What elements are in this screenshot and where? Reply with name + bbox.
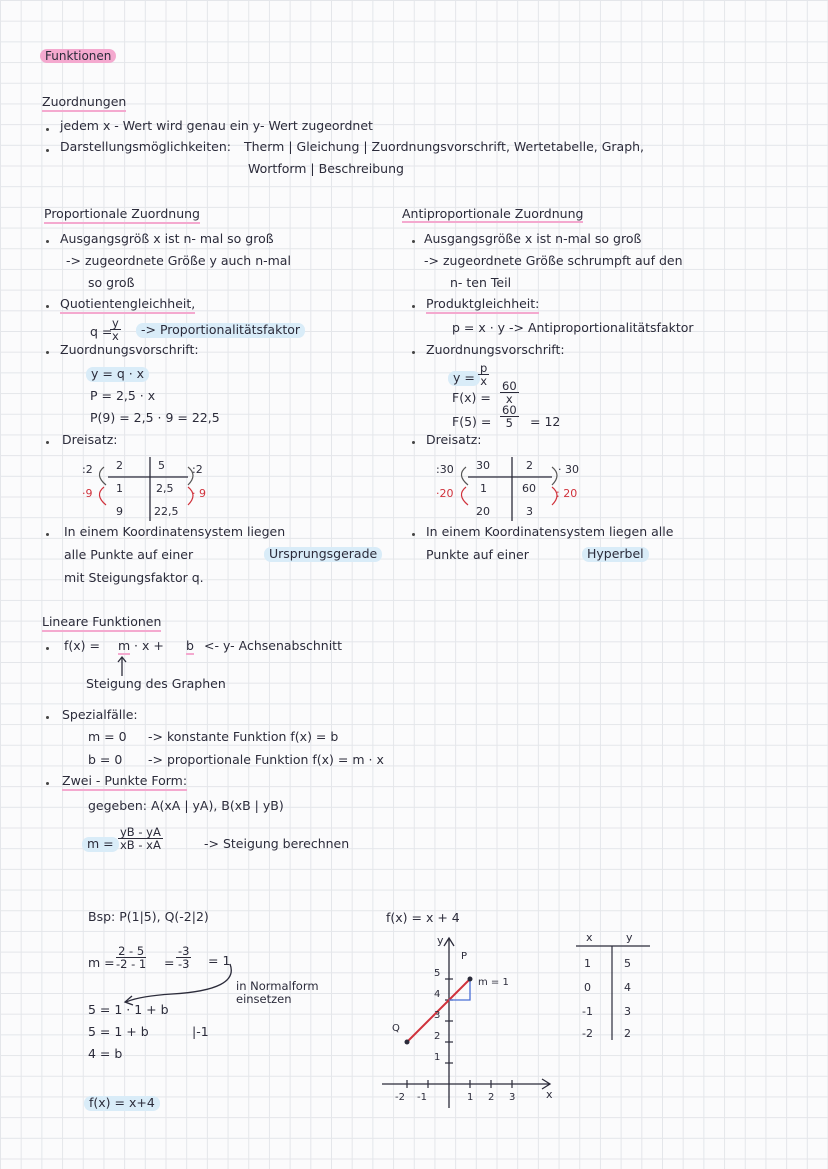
arrow-up-icon — [118, 656, 128, 678]
fraction-numerator: -3 — [178, 944, 190, 958]
fraction-numerator: 2 - 5 — [118, 944, 145, 958]
fraction-denominator: x — [505, 392, 513, 407]
bullet — [46, 533, 49, 536]
y-tick-label: 4 — [434, 989, 441, 1000]
prop-table-cell: 5 — [158, 459, 165, 472]
prop-bullet-1-line-2: -> zugeordnete Größe y auch n-mal — [66, 253, 291, 268]
fraction-denominator: -2 - 1 — [116, 957, 147, 972]
fraction-numerator: y — [112, 316, 119, 330]
value-table-cell: 0 — [584, 981, 591, 994]
value-table-cell: 4 — [624, 981, 631, 994]
graph-x-label: x — [546, 1088, 553, 1101]
linear-m-label: m = — [82, 837, 119, 852]
bullet — [412, 240, 415, 243]
prop-op-right-1: :2 — [192, 463, 203, 476]
prop-op-left-2: ·9 — [82, 487, 93, 500]
fraction-denominator: -3 — [178, 957, 190, 972]
page-title: Funktionen — [40, 49, 116, 63]
example-step-3: 4 = b — [88, 1046, 123, 1061]
bullet — [46, 240, 49, 243]
example-step-1: 5 = 1 · 1 + b — [88, 1002, 169, 1017]
y-tick-label: 3 — [434, 1010, 441, 1021]
value-table-cell: 2 — [624, 1027, 631, 1040]
value-table-cell: 5 — [624, 957, 631, 970]
zuordnungen-bullet-2-label: Darstellungsmöglichkeiten: — [60, 139, 231, 154]
anti-y-fraction — [478, 362, 489, 387]
linear-fx-b: b — [186, 638, 194, 653]
value-table-cell: 1 — [584, 957, 591, 970]
fraction-denominator: x — [480, 374, 488, 389]
anti-op-left-2: ·20 — [436, 487, 454, 500]
linear-given: gegeben: A(xA | yA), B(xB | yB) — [88, 798, 284, 813]
value-table-cell: -2 — [582, 1027, 593, 1040]
x-tick-label: -2 — [395, 1092, 405, 1103]
anti-table-cell: 3 — [526, 505, 533, 518]
example-step-2-op: |-1 — [192, 1024, 209, 1039]
prop-formula-3: P(9) = 2,5 · 9 = 22,5 — [90, 410, 220, 425]
example-m-result: = 1 — [208, 953, 231, 968]
anti-op-right-1: · 30 — [558, 463, 579, 476]
bullet — [412, 441, 415, 444]
prop-quotientengleichheit: Quotientengleichheit, — [60, 298, 195, 314]
example-m-label: m = — [88, 955, 115, 970]
x-tick-label: 1 — [467, 1092, 474, 1103]
anti-dreisatz: Dreisatz: — [426, 432, 482, 447]
bullet — [46, 128, 49, 131]
fraction-denominator: x — [112, 329, 119, 344]
prop-bullet-1-line-1: Ausgangsgröß x ist n- mal so groß — [60, 231, 274, 246]
prop-table-cell: 2,5 — [156, 482, 174, 495]
anti-bullet-5-line-1: In einem Koordinatensystem liegen alle — [426, 524, 674, 539]
anti-table-cell: 2 — [526, 459, 533, 472]
bullet — [46, 647, 49, 650]
fraction-numerator: 60 — [502, 379, 517, 393]
value-table-cell: -1 — [582, 1005, 593, 1018]
example-step-2: 5 = 1 + b — [88, 1024, 149, 1039]
prop-ursprungsgerade: Ursprungsgerade — [264, 547, 382, 562]
anti-bullet-1-line-3: n- ten Teil — [450, 275, 512, 290]
graph-y-label: y — [437, 934, 444, 947]
linear-sp1-text: -> konstante Funktion f(x) = b — [148, 729, 339, 744]
bullet — [46, 782, 49, 785]
linear-fx-m: m — [118, 638, 131, 653]
linear-spezialfaelle: Spezialfälle: — [62, 707, 138, 722]
y-tick-label: 1 — [434, 1052, 441, 1063]
example-points: Bsp: P(1|5), Q(-2|2) — [88, 909, 209, 924]
prop-bullet-5-line-3: mit Steigungsfaktor q. — [64, 570, 204, 585]
value-table-header-x: x — [586, 931, 593, 944]
equals: = — [164, 955, 175, 970]
prop-bullet-5-line-1: In einem Koordinatensystem liegen — [64, 524, 286, 539]
bullet — [46, 351, 49, 354]
linear-sp2-text: -> proportionale Funktion f(x) = m · x — [148, 752, 384, 767]
x-tick-label: 2 — [488, 1092, 495, 1103]
point-p — [468, 977, 473, 982]
linear-fx-rest: · x + — [134, 638, 164, 653]
linear-m-note: Steigung des Graphen — [86, 676, 226, 691]
anti-op-right-2: : 20 — [556, 487, 578, 500]
anti-op-left-1: :30 — [436, 463, 454, 476]
point-q — [405, 1040, 410, 1045]
prop-factor-label: -> Proportionalitätsfaktor — [136, 323, 305, 338]
bullet — [412, 305, 415, 308]
graph-title: f(x) = x + 4 — [386, 910, 460, 925]
anti-table-cell: 20 — [476, 505, 490, 518]
anti-table-cell: 30 — [476, 459, 490, 472]
anti-table-cell: 60 — [522, 482, 536, 495]
linear-sp2-condition: b = 0 — [88, 752, 123, 767]
y-tick-label: 5 — [434, 968, 441, 979]
anti-p-formula: p = x · y -> Antiproportionalitätsfaktor — [452, 320, 694, 335]
example-insert-note-2: einsetzen — [236, 992, 292, 1006]
bullet — [46, 305, 49, 308]
prop-table-cell: 1 — [116, 482, 123, 495]
linear-m-fraction — [118, 826, 163, 851]
zuordnungen-bullet-2-text2: Wortform | Beschreibung — [248, 161, 404, 176]
prop-op-left-1: :2 — [82, 463, 93, 476]
section-heading-linear: Lineare Funktionen — [42, 616, 161, 632]
linear-zwei-punkte-form: Zwei - Punkte Form: — [62, 775, 187, 791]
prop-table-cell: 9 — [116, 505, 123, 518]
graph-slope-label: m = 1 — [478, 977, 509, 988]
anti-f5-result: = 12 — [530, 414, 561, 429]
anti-bullet-1-line-1: Ausgangsgröße x ist n-mal so groß — [424, 231, 642, 246]
x-tick-label: 3 — [509, 1092, 516, 1103]
value-table-cell: 3 — [624, 1005, 631, 1018]
value-table-header-y: y — [626, 931, 633, 944]
section-heading-antiproportional: Antiproportionale Zuordnung — [402, 206, 584, 221]
coordinate-graph — [378, 930, 558, 1110]
example-result: f(x) = x+4 — [84, 1096, 160, 1111]
bullet — [412, 351, 415, 354]
anti-zuordnungsvorschrift: Zuordnungsvorschrift: — [426, 342, 565, 357]
anti-bullet-5-line-2: Punkte auf einer — [426, 547, 529, 562]
graph-point-p-label: P — [461, 951, 468, 962]
linear-m-note: -> Steigung berechnen — [204, 836, 350, 851]
anti-hyperbel: Hyperbel — [582, 547, 649, 562]
prop-dreisatz: Dreisatz: — [62, 432, 118, 447]
graph-point-q-label: Q — [392, 1023, 400, 1034]
anti-fx-fraction — [500, 380, 519, 405]
prop-formula-2: P = 2,5 · x — [90, 388, 156, 403]
bullet — [46, 716, 49, 719]
prop-table-cell: 2 — [116, 459, 123, 472]
fraction-numerator: 60 — [502, 403, 517, 417]
linear-sp1-condition: m = 0 — [88, 729, 127, 744]
section-heading-zuordnungen: Zuordnungen — [42, 96, 126, 112]
linear-fx-prefix: f(x) = — [64, 638, 100, 653]
y-tick-label: 2 — [434, 1031, 441, 1042]
fraction-denominator: xB - xA — [120, 838, 161, 853]
linear-b-note: <- y- Achsenabschnitt — [204, 638, 342, 653]
prop-bullet-5-line-2: alle Punkte auf einer — [64, 547, 194, 562]
zuordnungen-bullet-1: jedem x - Wert wird genau ein y- Wert zugeordnet — [60, 118, 373, 133]
zuordnungen-bullet-2-text: Therm | Gleichung | Zuordnungsvorschrift, Wertetabelle, Graph, — [244, 139, 645, 154]
anti-table-cell: 1 — [480, 482, 487, 495]
anti-f5-fraction — [500, 404, 519, 429]
anti-fx-label: F(x) = — [452, 390, 491, 405]
fraction-numerator: p — [480, 361, 488, 375]
prop-q-equals: q = — [90, 324, 113, 339]
bullet — [412, 533, 415, 536]
x-tick-label: -1 — [417, 1092, 427, 1103]
prop-formula-1: y = q · x — [86, 367, 149, 382]
bullet — [46, 441, 49, 444]
prop-bullet-1-line-3: so groß — [88, 275, 135, 290]
prop-op-right-2: · 9 — [192, 487, 206, 500]
prop-table-cell: 22,5 — [154, 505, 179, 518]
anti-f5-label: F(5) = — [452, 414, 492, 429]
prop-zuordnungsvorschrift: Zuordnungsvorschrift: — [60, 342, 199, 357]
example-insert-note-1: in Normalform — [236, 979, 319, 993]
anti-bullet-1-line-2: -> zugeordnete Größe schrumpft auf den — [424, 253, 683, 268]
fraction-denominator: 5 — [505, 416, 513, 431]
bullet — [46, 149, 49, 152]
prop-q-fraction — [110, 317, 121, 342]
anti-produktgleichheit: Produktgleichheit: — [426, 298, 539, 314]
anti-y-equals: y = — [448, 371, 480, 386]
fraction-numerator: yB - yA — [120, 825, 161, 839]
section-heading-proportional: Proportionale Zuordnung — [44, 208, 200, 224]
